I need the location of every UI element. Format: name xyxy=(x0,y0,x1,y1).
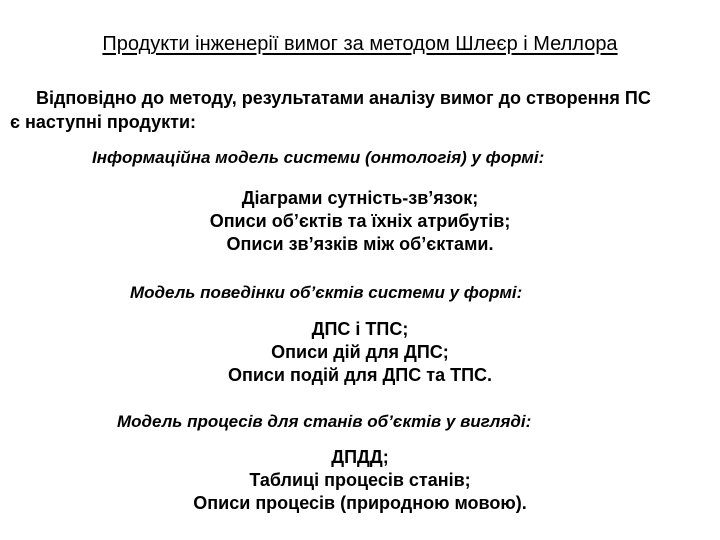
list-item: Описи процесів (природною мовою). xyxy=(193,493,527,513)
list-item: ДПДД; xyxy=(331,447,389,467)
slide-title: Продукти інженерії вимог за методом Шлеєр і Меллора xyxy=(102,33,618,55)
section-heading-process-model: Модель процесів для станів об’єктів у вигляді: xyxy=(117,412,532,431)
list-item: Діаграми сутність-зв’язок; xyxy=(241,188,479,208)
list-item: Описи об’єктів та їхніх атрибутів; xyxy=(209,211,511,231)
list-item: Таблиці процесів станів; xyxy=(249,470,471,490)
section-list-information-model xyxy=(0,187,720,256)
list-item: ДПС і ТПС; xyxy=(311,319,409,339)
section-heading-information-model: Інформаційна модель системи (онтологія) у формі: xyxy=(92,148,545,167)
list-item: Описи зв’язків між об’єктами. xyxy=(226,234,494,254)
intro-line-1: Відповідно до методу, результатами аналізу вимог до створення ПС xyxy=(36,88,651,108)
section-list-process-model xyxy=(0,446,720,515)
list-item: Описи дій для ДПС; xyxy=(271,342,449,362)
list-item: Описи подій для ДПС та ТПС. xyxy=(227,365,493,385)
intro-line-2: є наступні продукти: xyxy=(10,112,197,132)
intro-paragraph xyxy=(10,86,715,134)
section-list-behavior-model xyxy=(0,318,720,387)
section-heading-behavior-model: Модель поведінки об’єктів системи у формі: xyxy=(130,283,523,302)
